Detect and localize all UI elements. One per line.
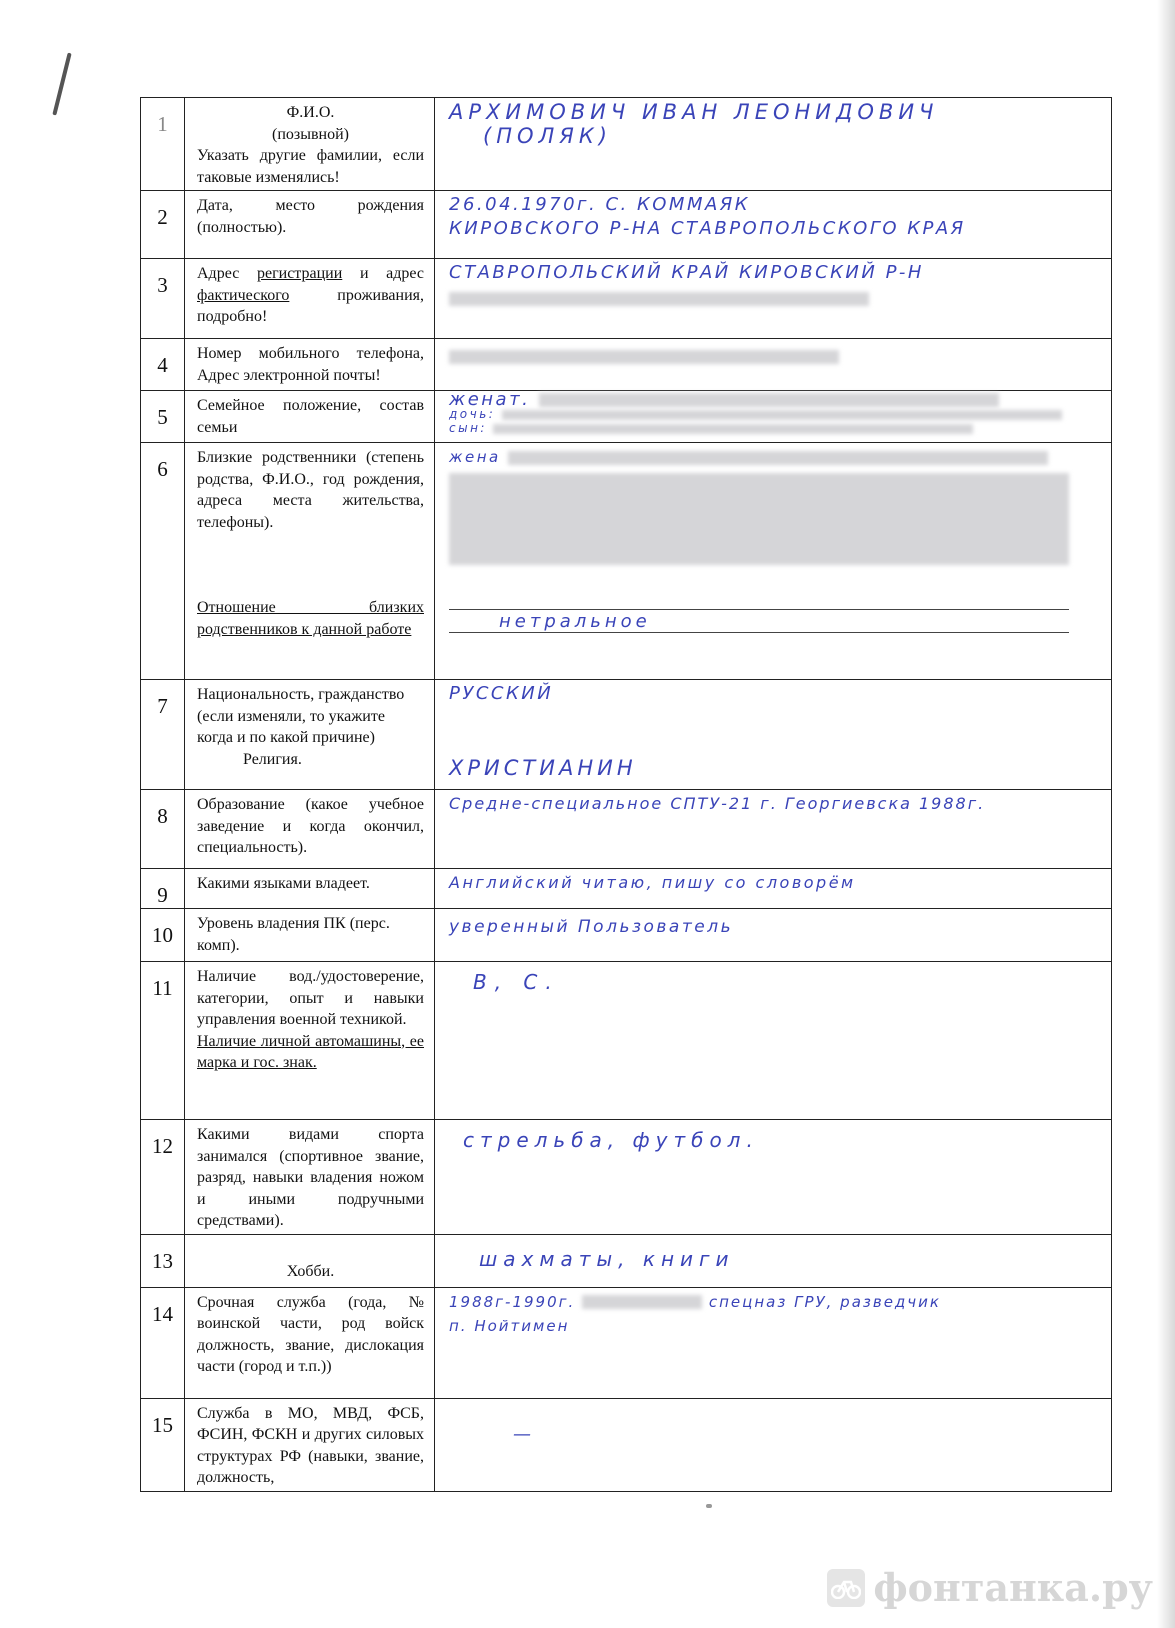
answer-cell: [435, 98, 1112, 191]
redacted-block: [582, 1295, 702, 1309]
row-number: 14: [141, 1287, 185, 1398]
label-text: Наличие вод./удостоверение, категории, опыт и навыки управления военной техникой.: [197, 968, 424, 1028]
answer-cell: [435, 1234, 1112, 1287]
spacer: [197, 533, 424, 597]
row-label: [185, 1234, 435, 1287]
answer-cell: [435, 869, 1112, 909]
watermark-text: фонтанка.ру: [873, 1565, 1153, 1610]
answer-line: (ПОЛЯК): [483, 124, 612, 148]
answer-text: спецназ ГРУ, разведчик: [708, 1292, 941, 1311]
label-line: (позывной): [272, 125, 349, 143]
redacted-block: [508, 451, 1048, 465]
redacted-block: [449, 473, 1069, 565]
table-row: [141, 443, 1112, 680]
answer-line: 26.04.1970г. С. КОММАЯК: [449, 194, 751, 215]
row-label: Номер мобильного телефона, Адрес электронной почты!: [185, 339, 435, 391]
label-text: Религия.: [243, 750, 302, 768]
answer-line: уверенный Пользователь: [449, 917, 734, 937]
answer-line: шахматы, книги: [479, 1246, 735, 1271]
row-label: Дата, место рождения (полностью).: [185, 191, 435, 259]
row-label: Какими видами спорта занимался (спортивное звание, разряд, навыки владения ножом и иными подручными средствами).: [185, 1120, 435, 1235]
redacted-block: [493, 424, 973, 434]
bicycle-glyph: [831, 1577, 861, 1599]
table-row: [141, 1120, 1112, 1235]
row-number: 6: [141, 443, 185, 680]
table-row: [141, 1287, 1112, 1398]
spacer: [449, 565, 1101, 609]
answer-line: п. Нойтимен: [449, 1316, 570, 1335]
redacted-block: [449, 350, 839, 364]
answer-cell: [435, 680, 1112, 790]
row-label: [185, 98, 435, 191]
answer-line: АРХИМОВИЧ ИВАН ЛЕОНИДОВИЧ: [449, 100, 939, 124]
row-number: 5: [141, 391, 185, 443]
answer-line: ХРИСТИАНИН: [449, 756, 637, 780]
pen-mark: [52, 52, 71, 115]
redacted-block: [539, 393, 999, 407]
table-row: [141, 98, 1112, 191]
answer-cell: [435, 339, 1112, 391]
row-label: [185, 259, 435, 339]
row-number: 9: [141, 869, 185, 909]
row-number: 7: [141, 680, 185, 790]
answer-line: [449, 445, 1101, 469]
row-label: [185, 962, 435, 1120]
row-number: 10: [141, 909, 185, 962]
row-label: Служба в МО, МВД, ФСБ, ФСИН, ФСКН и других силовых структурах РФ (навыки, звание, должность,: [185, 1398, 435, 1491]
label-text: Адрес: [197, 265, 257, 282]
row-label: Семейное положение, состав семьи: [185, 391, 435, 443]
answer-line: СТАВРОПОЛЬСКИЙ КРАЙ КИРОВСКИЙ Р-Н: [449, 262, 924, 283]
answer-line: КИРОВСКОГО Р-НА СТАВРОПОЛЬСКОГО КРАЯ: [449, 218, 966, 239]
table-row: [141, 909, 1112, 962]
questionnaire-table: [140, 97, 1112, 1492]
row-number: 2: [141, 191, 185, 259]
smudge: [706, 1504, 712, 1508]
row-label: Какими языками владеет.: [185, 869, 435, 909]
row-label: Срочная служба (года, № воинской части, род войск должность, звание, дислокация части (город и т.п.)): [185, 1287, 435, 1398]
answer-text: 1988г-1990г.: [449, 1292, 576, 1311]
table-row: [141, 1398, 1112, 1491]
answer-cell: [435, 962, 1112, 1120]
answer-cell: [435, 391, 1112, 443]
answer-cell: [435, 1398, 1112, 1491]
label-text: Близкие родственники (степень родства, Ф.И.О., год рождения, адреса места жительства, телефоны).: [197, 449, 424, 531]
row-number: 4: [141, 339, 185, 391]
answer-line: Средне-специальное СПТУ-21 г. Георгиевска 1988г.: [449, 794, 986, 813]
label-underlined: регистрации: [256, 265, 343, 282]
row-number: 15: [141, 1398, 185, 1491]
spacer: [449, 706, 1101, 756]
table-row: [141, 680, 1112, 790]
table-row: [141, 339, 1112, 391]
row-number: 8: [141, 790, 185, 869]
redacted-block: [502, 410, 1062, 420]
answer-cell: [435, 259, 1112, 339]
label-text: Указать другие фамилии, если таковые изменялись!: [197, 147, 424, 186]
answer-line: В, С.: [473, 970, 560, 994]
answer-line-wrap: [449, 389, 1101, 410]
row-number: 3: [141, 259, 185, 339]
answer-line: дочь:: [449, 407, 496, 421]
answer-cell: [435, 1287, 1112, 1398]
table-row: [141, 1234, 1112, 1287]
answer-line: —: [513, 1423, 534, 1445]
row-label: [185, 443, 435, 680]
row-label: Образование (какое учебное заведение и когда окончил, специальность).: [185, 790, 435, 869]
row-number: 13: [141, 1234, 185, 1287]
row-number: 11: [141, 962, 185, 1120]
table-row: [141, 790, 1112, 869]
answer-cell: [435, 909, 1112, 962]
relation-answer: нетральное: [499, 611, 651, 632]
table-row: [141, 391, 1112, 443]
answer-line: [449, 1290, 1101, 1314]
label-underlined: Отношение близких родственников к данной работе: [197, 599, 424, 638]
label-text: Национальность, гражданство (если изменяли, то укажите когда и по какой причине): [197, 686, 405, 746]
answer-text: жена: [449, 448, 501, 466]
answer-line: стрельба, футбол.: [463, 1128, 759, 1152]
label-text: и адрес: [342, 265, 425, 282]
page-edge-shadow: [1157, 0, 1175, 1628]
answer-line-wrap: [449, 407, 1101, 421]
table-row: [141, 259, 1112, 339]
label-underlined: Наличие личной автомашины, ее марка и гос. знак.: [197, 1032, 424, 1071]
answer-line: женат.: [449, 389, 531, 410]
answer-line: Английский читаю, пишу со словорём: [449, 873, 856, 892]
row-label: [185, 680, 435, 790]
answer-cell: [435, 443, 1112, 680]
label-underlined: фактического: [197, 286, 290, 304]
table-row: [141, 191, 1112, 259]
row-number: 1: [141, 98, 185, 191]
table-row: [141, 869, 1112, 909]
label-text: Хобби.: [286, 1263, 335, 1280]
answer-line: сын:: [449, 421, 487, 435]
answer-line: РУССКИЙ: [449, 683, 554, 704]
answer-cell: [435, 191, 1112, 259]
answer-cell: [435, 790, 1112, 869]
label-text: проживания, подробно!: [197, 286, 424, 325]
table-row: [141, 962, 1112, 1120]
redacted-block: [449, 292, 869, 306]
bicycle-icon: [827, 1569, 865, 1607]
row-number: 12: [141, 1120, 185, 1235]
row-label: Уровень владения ПК (перс. комп).: [185, 909, 435, 962]
watermark: [827, 1565, 1153, 1610]
answer-cell: [435, 1120, 1112, 1235]
answer-line-wrap: [449, 421, 1101, 435]
label-line: Ф.И.О.: [286, 104, 335, 121]
